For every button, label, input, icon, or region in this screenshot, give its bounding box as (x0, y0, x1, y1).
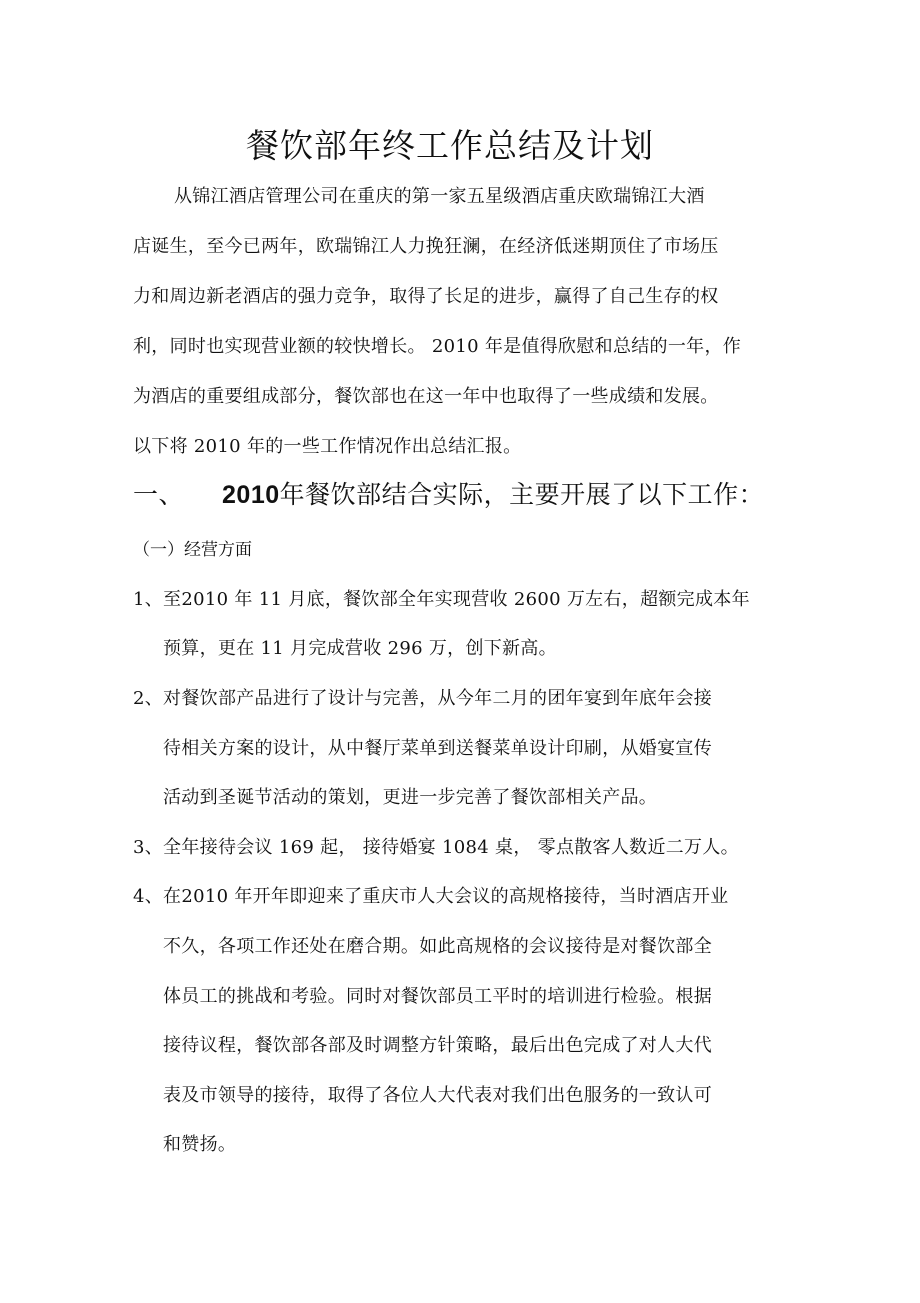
subsection-heading: （一）经营方面 (133, 540, 252, 560)
list-item-2-line-3: 活动到圣诞节活动的策划，更进一步完善了餐饮部相关产品。 (163, 787, 658, 808)
list-item-4-line-3: 体员工的挑战和考验。同时对餐饮部员工平时的培训进行检验。根据 (163, 986, 712, 1007)
list-item-2-line-1: 2、对餐饮部产品进行了设计与完善，从今年二月的团年宴到年底年会接 (133, 688, 713, 709)
intro-line-1: 从锦江酒店管理公司在重庆的第一家五星级酒店重庆欧瑞锦江大酒 (174, 186, 705, 207)
section-marker: 一、 (133, 480, 185, 509)
section-heading-text: 年餐饮部结合实际，主要开展了以下工作： (279, 480, 765, 509)
list-item-1-line-2: 预算，更在 11 月完成营收 296 万，创下新高。 (163, 638, 557, 659)
list-item-1-line-1: 1、至2010 年 11 月底，餐饮部全年实现营收 2600 万左右，超额完成本年 (133, 589, 750, 610)
list-item-3-line-1: 3、全年接待会议 169 起， 接待婚宴 1084 桌， 零点散客人数近二万人。 (133, 837, 739, 858)
list-item-2-line-2: 待相关方案的设计，从中餐厅菜单到送餐菜单设计印刷，从婚宴宣传 (163, 738, 712, 759)
intro-line-4: 利，同时也实现营业额的较快增长。 2010 年是值得欣慰和总结的一年，作 (133, 336, 742, 357)
intro-line-5: 为酒店的重要组成部分，餐饮部也在这一年中也取得了一些成绩和发展。 (133, 386, 719, 407)
list-item-4-line-2: 不久，各项工作还处在磨合期。如此高规格的会议接待是对餐饮部全 (163, 936, 712, 957)
intro-line-2: 店诞生，至今已两年，欧瑞锦江人力挽狂澜，在经济低迷期顶住了市场压 (133, 236, 719, 257)
list-item-4-line-4: 接待议程，餐饮部各部及时调整方针策略，最后出色完成了对人大代 (163, 1035, 712, 1056)
intro-line-3: 力和周边新老酒店的强力竞争，取得了长足的进步，赢得了自己生存的权 (133, 286, 719, 307)
list-item-4-line-1: 4、在2010 年开年即迎来了重庆市人大会议的高规格接待，当时酒店开业 (133, 886, 729, 907)
list-item-4-line-6: 和赞扬。 (163, 1134, 237, 1155)
intro-line-6: 以下将 2010 年的一些工作情况作出总结汇报。 (133, 436, 522, 457)
section-heading-1 (133, 478, 764, 512)
list-item-4-line-5: 表及市领导的接待，取得了各位人大代表对我们出色服务的一致认可 (163, 1085, 712, 1106)
page-title: 餐饮部年终工作总结及计划 (246, 126, 654, 165)
section-year: 2010 (222, 481, 280, 509)
